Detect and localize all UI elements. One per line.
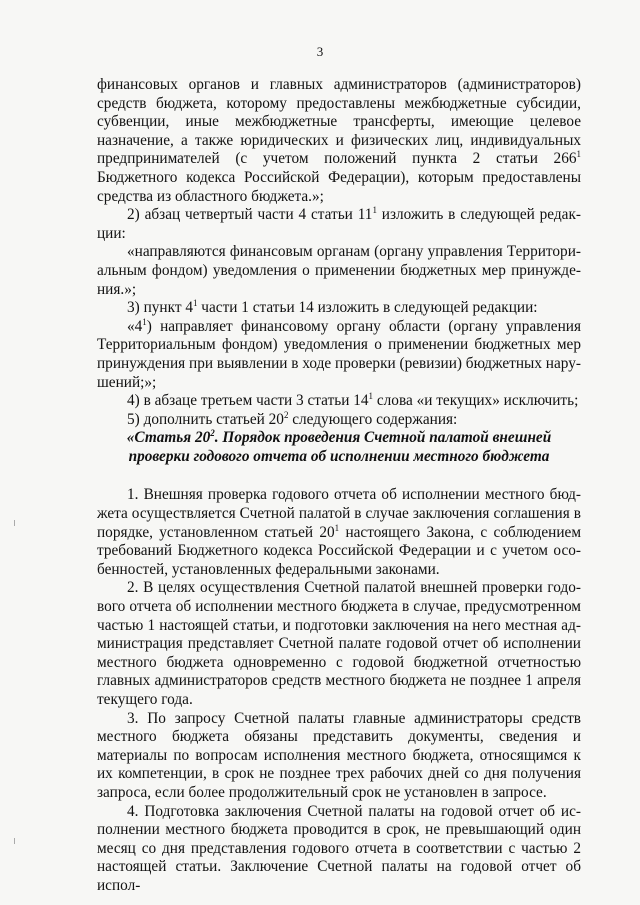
amendment-item-5: 5) дополнить статьей $20^2$ следующего содержания: (127, 409, 458, 428)
article-clause-4: 4. Подготовка заключения Счетной палаты на годовой отчет об исполнении местного бюджета проводится в срок, не превышающий один месяц со дня представления годового отчета в соответствии с частью 2 настоящей статьи. Заключение Счетной палаты на годовой отчет об испол- (97, 802, 581, 894)
document-body (97, 76, 581, 896)
article-clause-3: 3. По запросу Счетной палаты главные администраторы средств местного бюджета обязаны представить документы, сведения и материалы по вопросам исполнения местного бюджета, относящимся к их компетенции, в срок не позднее трех рабочих дней со дня получения запроса, если более продолжительный срок не установлен в запросе. (97, 709, 581, 801)
quoted-text: «$4^1$) направляет финансовому органу области (органу управления Территориальным фондом) уведомления о применении бюджетных мер принуждения при выявлении в ходе проверки (ревизии) бюджетных нарушений;»; (97, 316, 581, 391)
article-clause-2: 2. В целях осуществления Счетной палатой внешней проверки годового отчета об исполнении местного бюджета в случае, предусмотренном частью 1 настоящей статьи, и подготовки заключения на него местная администрация представляет Счетной палате годовой отчет об исполнении местного бюджета одновременно с годовой бюджетной отчетностью главных администраторов средств местного бюджета не позднее 1 апреля текущего года. (97, 579, 581, 708)
quoted-text: «направляются финансовым органам (органу управления Территориальным фондом) уведомления о применении бюджетных мер принуждения.»; (97, 243, 581, 298)
amendment-item-4: 4) в абзаце третьем части 3 статьи $14^1$ слова «и текущих» исключить; (127, 391, 579, 410)
paragraph: финансовых органов и главных администраторов (администраторов) средств бюджета, которому предоставлены межбюджетные субсидии, субвенции, иные межбюджетные трансферты, имеющие целевое назначение, а также юридических и физических лиц, индивидуальных предпринимателей (с учетом положений пункта 2 статьи $266^1$ Бюджетного кодекса Российской Федерации), которым предоставлены средства из областного бюджета.»; (97, 76, 581, 205)
amendment-item-3: 3) пункт $4^1$ части 1 статьи 14 изложить в следующей редакции: (127, 298, 538, 317)
article-clause-1: 1. Внешняя проверка годового отчета об исполнении местного бюджета осуществляется Счетной палатой в случае заключения соглашения в порядке, установленном статьей $20^1$ настоящего Закона, с соблюдением требований Бюджетного кодекса Российской Федерации и с учетом особенностей, установленных федеральными законами. (97, 486, 581, 578)
scan-margin-mark (14, 838, 15, 844)
scan-margin-mark (14, 520, 15, 526)
page-number: 3 (316, 44, 324, 59)
article-heading: «Статья $20^2$. Порядок проведения Счетной палатой внешней проверки годового отчета об исполнении местного бюджета (126, 428, 552, 465)
spacer (97, 466, 581, 486)
amendment-item-2: 2) абзац четвертый части 4 статьи $11^1$ изложить в следующей редакции: (97, 205, 582, 242)
